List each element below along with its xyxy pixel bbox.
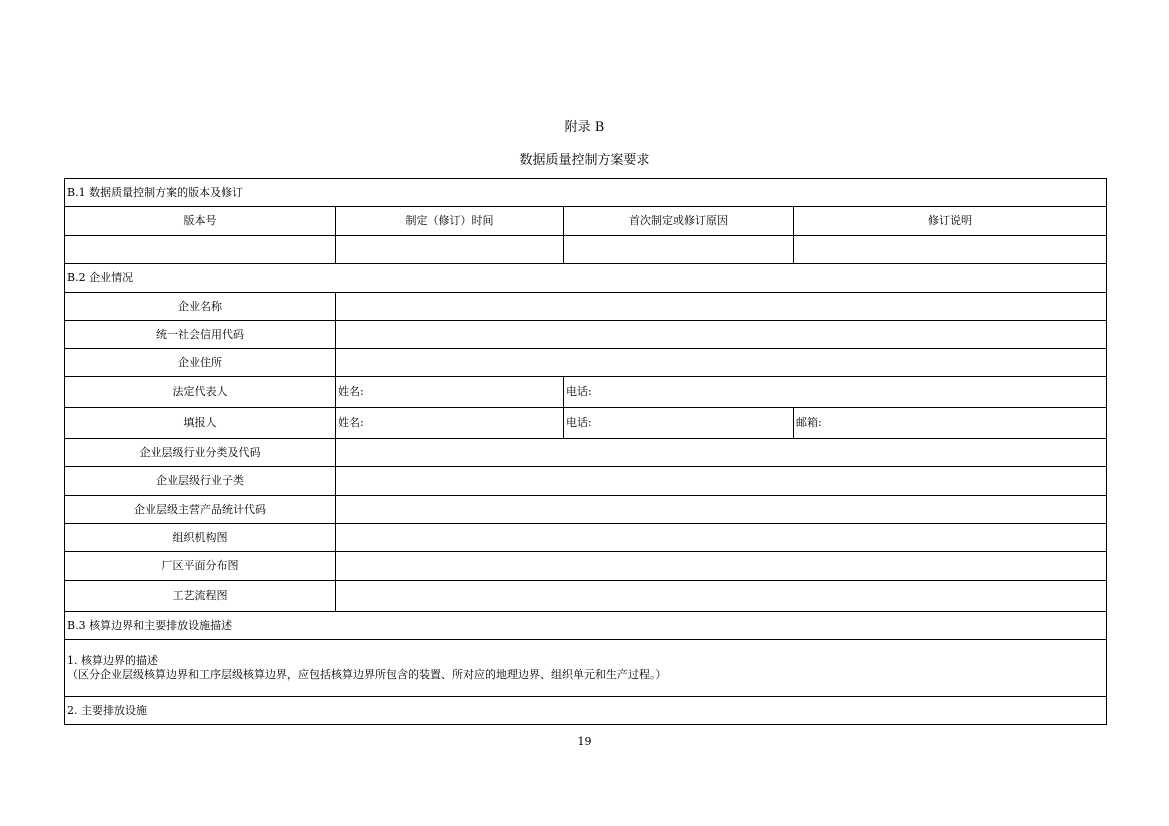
credit-code-field[interactable] <box>336 321 1107 349</box>
reason-cell[interactable] <box>564 236 794 264</box>
industry-sub-field[interactable] <box>336 467 1107 496</box>
main-emission-facilities-cell[interactable]: 2. 主要排放设施 <box>65 697 1107 725</box>
label-process-flow: 工艺流程图 <box>65 581 336 612</box>
boundary-description-note: （区分企业层级核算边界和工序层级核算边界，应包括核算边界所包含的装置、所对应的地理边界、组织单元和生产过程。） <box>67 668 667 681</box>
header-date: 制定（修订）时间 <box>336 207 564 236</box>
company-name-field[interactable] <box>336 293 1107 321</box>
page-number: 19 <box>577 735 592 748</box>
label-reporter: 填报人 <box>65 408 336 439</box>
label-legal-rep: 法定代表人 <box>65 377 336 408</box>
plant-layout-field[interactable] <box>336 552 1107 581</box>
form-table <box>64 178 1107 725</box>
reporter-email-field[interactable]: 邮箱: <box>794 408 1107 439</box>
section-b3-heading: B.3 核算边界和主要排放设施描述 <box>65 612 1107 640</box>
label-credit-code: 统一社会信用代码 <box>65 321 336 349</box>
label-product-code: 企业层级主营产品统计代码 <box>65 496 336 524</box>
legal-rep-phone-field[interactable]: 电话: <box>564 377 1107 408</box>
org-chart-field[interactable] <box>336 524 1107 552</box>
section-b1-heading: B.1 数据质量控制方案的版本及修订 <box>65 179 1107 207</box>
header-version: 版本号 <box>65 207 336 236</box>
header-notes: 修订说明 <box>794 207 1107 236</box>
reporter-name-field[interactable]: 姓名: <box>336 408 564 439</box>
label-industry-sub: 企业层级行业子类 <box>65 467 336 496</box>
label-org-chart: 组织机构图 <box>65 524 336 552</box>
address-field[interactable] <box>336 349 1107 377</box>
section-b2-heading: B.2 企业情况 <box>65 264 1107 293</box>
label-plant-layout: 厂区平面分布图 <box>65 552 336 581</box>
legal-rep-name-field[interactable]: 姓名: <box>336 377 564 408</box>
version-cell[interactable] <box>65 236 336 264</box>
industry-class-field[interactable] <box>336 439 1107 467</box>
label-address: 企业住所 <box>65 349 336 377</box>
label-industry-class: 企业层级行业分类及代码 <box>65 439 336 467</box>
notes-cell[interactable] <box>794 236 1107 264</box>
appendix-title: 附录 B <box>564 120 605 135</box>
document-title: 数据质量控制方案要求 <box>519 153 650 168</box>
reporter-phone-field[interactable]: 电话: <box>564 408 794 439</box>
product-code-field[interactable] <box>336 496 1107 524</box>
process-flow-field[interactable] <box>336 581 1107 612</box>
boundary-description-title: 1. 核算边界的描述 <box>67 654 158 667</box>
header-reason: 首次制定或修订原因 <box>564 207 794 236</box>
label-company-name: 企业名称 <box>65 293 336 321</box>
date-cell[interactable] <box>336 236 564 264</box>
boundary-description-cell[interactable] <box>65 640 1107 697</box>
